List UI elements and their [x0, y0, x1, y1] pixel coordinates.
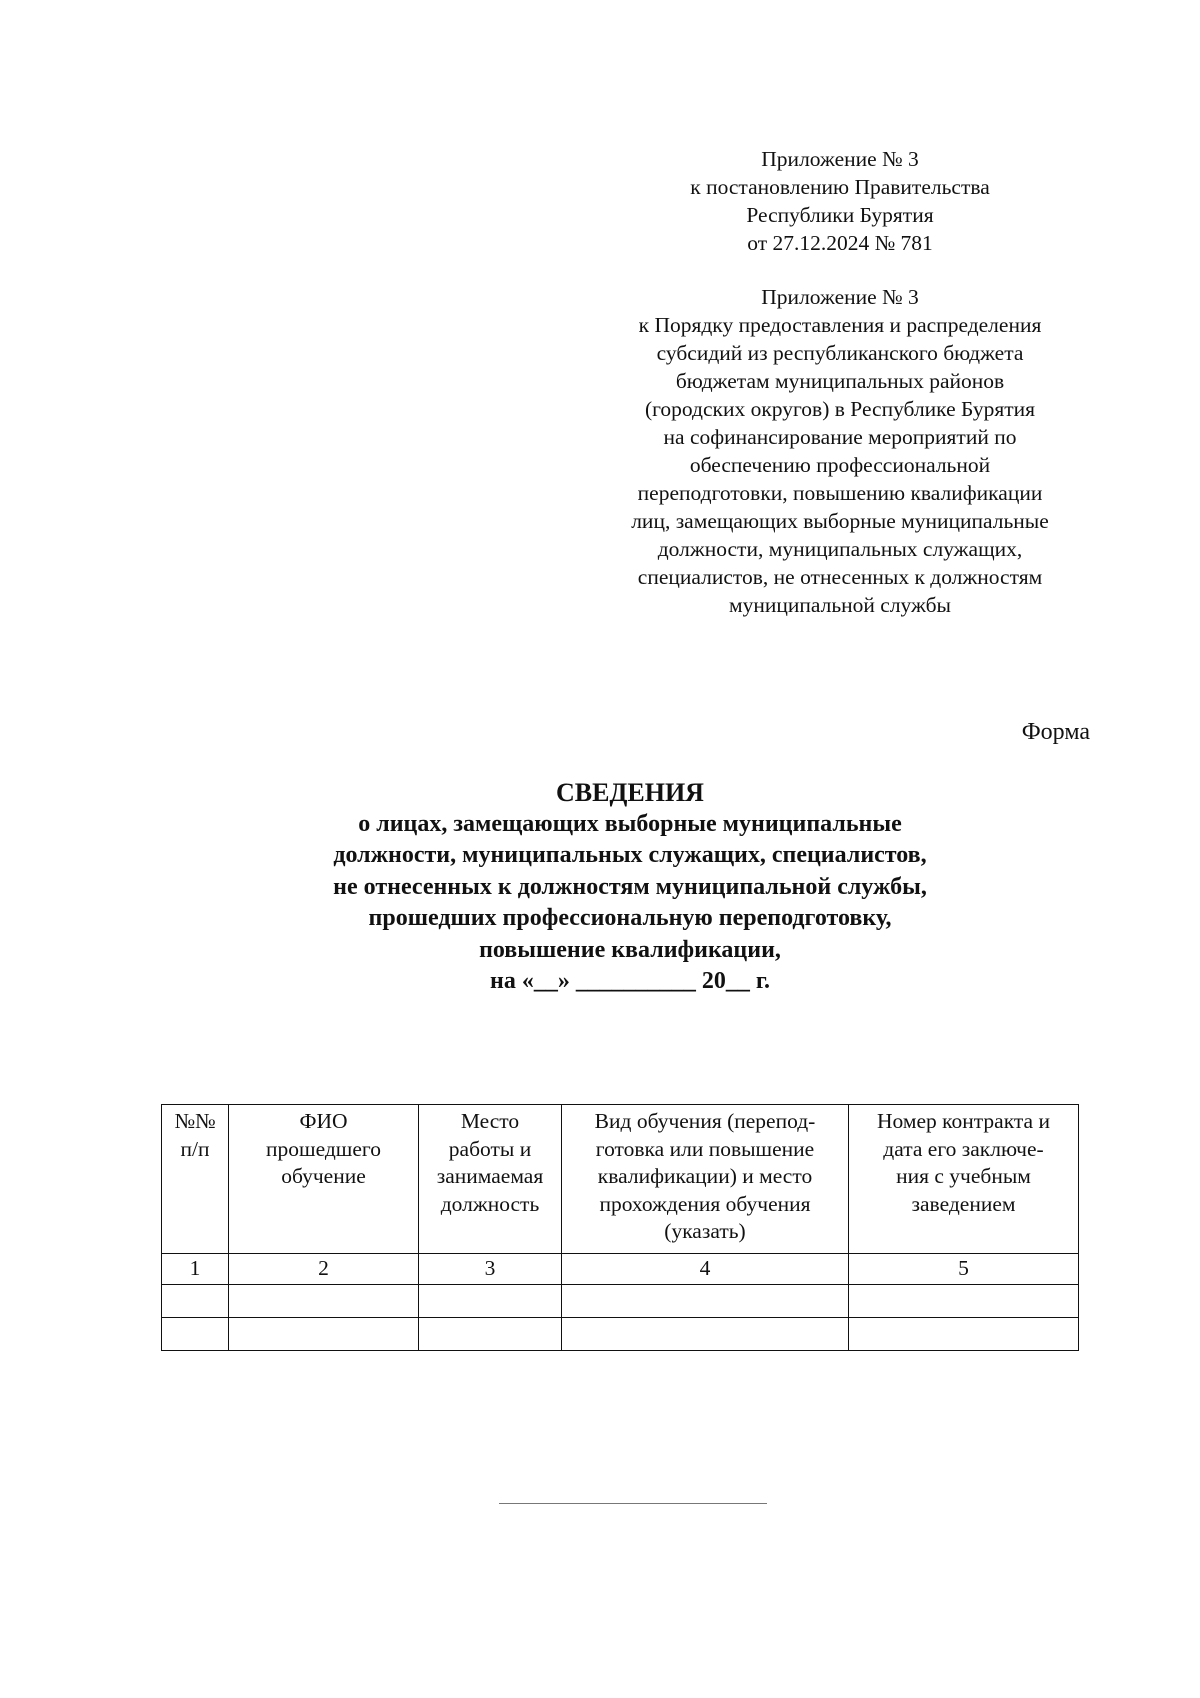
data-table [161, 1104, 1079, 1351]
table-header-row [162, 1105, 1079, 1254]
column-header-line: прошедшего [266, 1136, 381, 1161]
column-header-line: квалификации) и место [597, 1164, 813, 1188]
column-header-line: Место [460, 1109, 520, 1133]
title-line: прошедших профессиональную переподготовку, [368, 905, 892, 931]
column-header-line: должность [440, 1191, 540, 1216]
column-header-line: ния с учебным [896, 1164, 1031, 1188]
title-line: должности, муниципальных служащих, специалистов, [333, 842, 927, 868]
column-number-row [162, 1254, 1079, 1285]
title-line: не отнесенных к должностям муниципальной службы, [333, 873, 927, 900]
table-cell [162, 1285, 229, 1318]
annex-resolution-line: к постановлению Правительства [690, 175, 990, 199]
column-header-line: №№ [174, 1109, 216, 1133]
column-header-line: занимаемая [436, 1164, 544, 1188]
annex-order-line: бюджетам муниципальных районов [675, 369, 1005, 393]
annex-resolution-line: Приложение № 3 [761, 147, 919, 171]
column-header-line: прохождения обучения [599, 1191, 811, 1216]
column-number: 1 [162, 1254, 229, 1285]
annex-order-block [600, 283, 1080, 619]
column-header-line: обучение [281, 1164, 366, 1188]
column-header-line: готовка или повышение [595, 1136, 815, 1161]
column-header-line: заведением [911, 1191, 1016, 1216]
annex-order-line: переподготовки, повышению квалификации [637, 481, 1043, 505]
form-label: Форма [1021, 719, 1090, 745]
title-line: о лицах, замещающих выборные муниципальные [358, 810, 902, 837]
column-number: 4 [562, 1254, 849, 1285]
table-cell [419, 1318, 562, 1351]
title-main: СВЕДЕНИЯ [556, 778, 704, 807]
column-header-line: ФИО [299, 1109, 348, 1133]
annex-order-line: субсидий из республиканского бюджета [656, 341, 1024, 365]
table-cell [849, 1318, 1079, 1351]
column-header-2 [229, 1105, 419, 1254]
annex-order-line: лиц, замещающих выборные муниципальные [631, 509, 1049, 533]
annex-resolution-block [600, 145, 1080, 257]
column-header-line: работы и [448, 1136, 532, 1161]
column-header-4 [562, 1105, 849, 1254]
column-header-line: Номер контракта и [877, 1109, 1050, 1133]
annex-order-line: (городских округов) в Республике Бурятия [644, 397, 1035, 421]
table-row [162, 1318, 1079, 1351]
title-subtitle [230, 809, 1030, 998]
title-line: на «__» __________ 20__ г. [489, 968, 771, 994]
footer-divider [499, 1503, 767, 1504]
column-header-3 [419, 1105, 562, 1254]
annex-resolution-line: от 27.12.2024 № 781 [747, 231, 933, 255]
table-cell [562, 1318, 849, 1351]
column-number: 2 [229, 1254, 419, 1285]
column-header-line: (указать) [664, 1219, 746, 1243]
table-cell [229, 1318, 419, 1351]
annex-resolution-line: Республики Бурятия [746, 203, 934, 227]
column-number: 5 [849, 1254, 1079, 1285]
annex-order-line: на софинансирование мероприятий по [663, 425, 1017, 449]
column-header-1 [162, 1105, 229, 1254]
column-header-line: дата его заключе- [883, 1136, 1044, 1161]
table-body [162, 1254, 1079, 1351]
table-cell [229, 1285, 419, 1318]
title-line: повышение квалификации, [479, 936, 781, 963]
table-cell [419, 1285, 562, 1318]
annex-order-line: Приложение № 3 [761, 285, 919, 309]
annex-order-line: должности, муниципальных служащих, [657, 537, 1023, 561]
column-number: 3 [419, 1254, 562, 1285]
table-cell [162, 1318, 229, 1351]
document-title [230, 777, 1030, 998]
annex-order-line: муниципальной службы [729, 593, 951, 617]
annex-order-line: к Порядку предоставления и распределения [638, 313, 1042, 337]
column-header-line: Вид обучения (перепод- [594, 1109, 816, 1133]
column-header-line: п/п [180, 1136, 210, 1161]
column-header-5 [849, 1105, 1079, 1254]
annex-order-line: специалистов, не отнесенных к должностям [637, 565, 1043, 589]
table-cell [562, 1285, 849, 1318]
table-row [162, 1285, 1079, 1318]
table-cell [849, 1285, 1079, 1318]
annex-order-line: обеспечению профессиональной [689, 453, 991, 477]
